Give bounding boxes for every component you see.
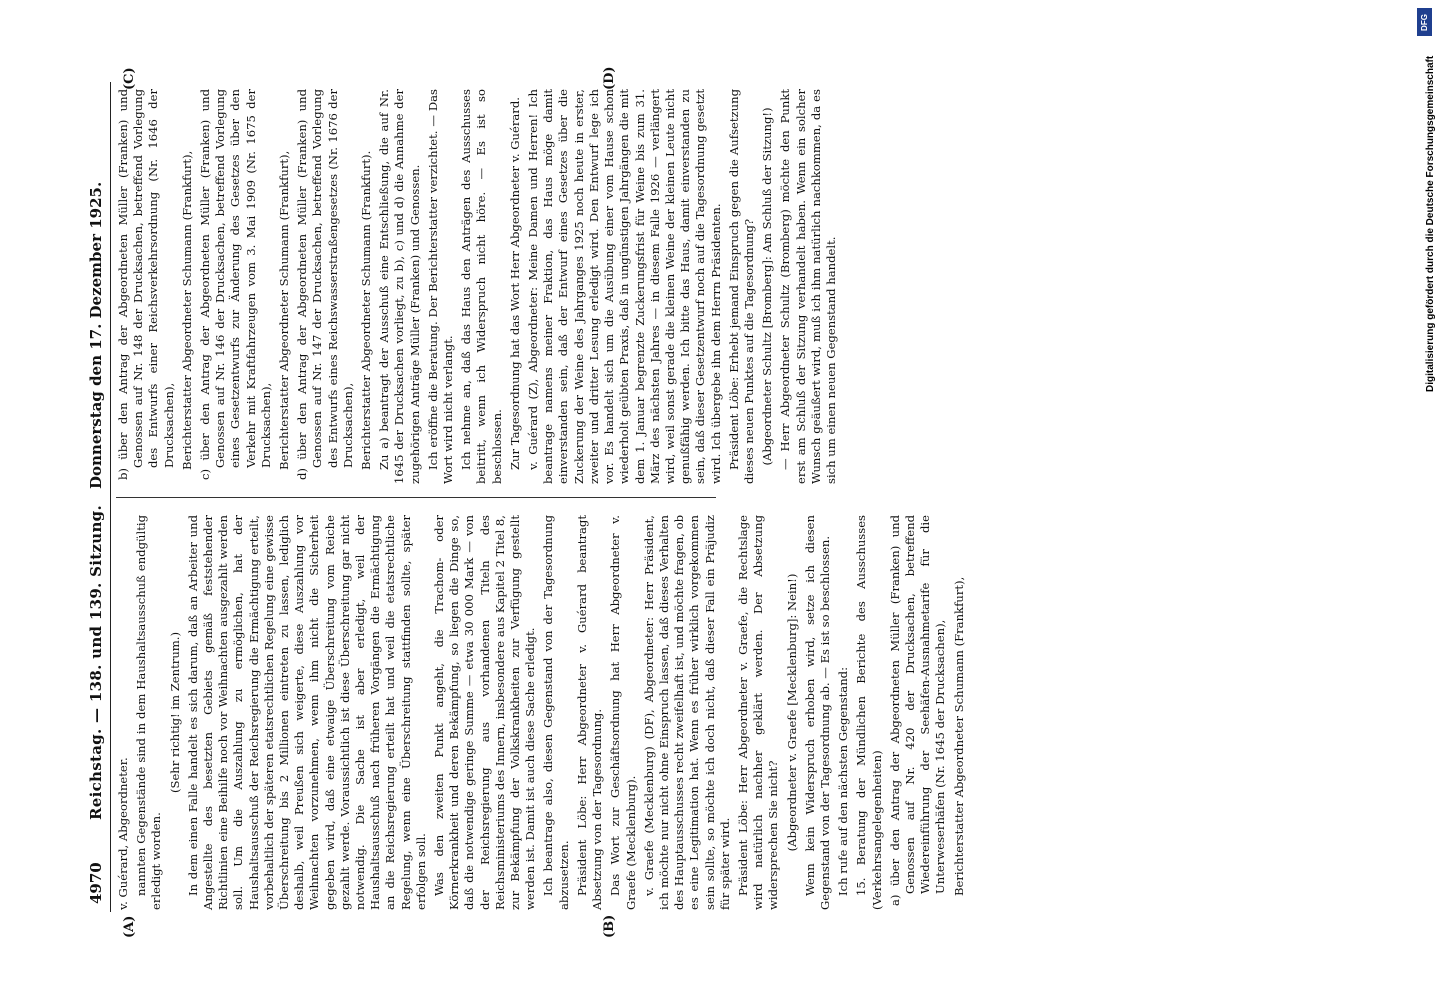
margin-letter-c: (C) <box>122 67 137 90</box>
column-divider <box>116 497 716 498</box>
right-column-paragraph: Zu a) beantragt der Ausschuß eine Entschließung, die auf Nr. 1645 der Drucksachen vorliegt, zu b), c) und d) die Annahme der zugehörigen Anträge Müller (Franken) und Genossen. <box>377 89 422 484</box>
left-column-paragraph: In dem einen Falle handelt es sich darum, daß an Arbeiter und Angestellte des besetzten Gebiets gemäß feststehender Richtlinien eine Beihilfe noch vor Weihnachten ausgezahlt werden soll. Um die Auszahlung zu ermöglichen, hat der Haushaltsausschuß der Reichsregierung die Ermächtigung erteilt, vorbehaltlich der späteren etatsrechtlichen Regelung eine gewisse Überschreitung bis 2 Millionen eintreten zu lassen, lediglich deshalb, weil Preußen sich weigerte, diese Auszahlung vor Weihnachten vorzunehmen, wenn ihm nicht die Sicherheit gegeben wird, daß eine etwaige Überschreitung vom Reiche gezahlt werde. Voraussichtlich ist diese Überschreitung gar nicht notwendig. Die Sache ist aber erledigt, weil der Haushaltsausschuß nach früheren Vorgängen die Ermächtigung an die Reichsregierung erteilt hat und weil die etatsrechtliche Regelung, wenn eine Überschreitung stattfinden sollte, später erfolgen soll. <box>185 515 428 910</box>
left-column-paragraph: 15. Beratung der Mündlichen Berichte des Ausschusses (Verkehrsangelegenheiten) <box>854 515 884 910</box>
right-column-paragraph: (Abgeordneter Schultz [Bromberg]: Am Schluß der Sitzung!) <box>760 107 775 466</box>
right-column-paragraph: — Herr Abgeordneter Schultz (Bromberg) möchte den Punkt erst am Schluß der Sitzung verhandelt haben. Wenn ein solcher Wunsch geäußert wird, muß ich ihm natürlich nachkommen, da es sich um einen neuen Gegenstand handelt. <box>778 89 838 484</box>
right-column-paragraph: Präsident Löbe: Erhebt jemand Einspruch gegen die Aufsetzung dieses neuen Punktes auf die Tagesordnung? <box>726 89 756 484</box>
margin-letter-a: (A) <box>122 915 137 938</box>
rotated-document-page <box>82 66 1322 938</box>
left-column-paragraph: v. Guérard, Abgeordneter. <box>116 757 130 910</box>
right-column-paragraph: d) über den Antrag der Abgeordneten Müller (Franken) und Genossen auf Nr. 147 der Drucksachen, betreffend Vorlegung des Entwurfs eines Reichswasserstraßengesetzes (Nr. 1676 der Drucksachen), <box>295 89 355 480</box>
left-column-paragraph: (Abgeordneter v. Graefe [Mecklenburg]: Nein!) <box>784 573 799 852</box>
right-column-paragraph: Zur Tagesordnung hat das Wort Herr Abgeordneter v. Guérard. <box>507 97 522 470</box>
header-right-half <box>87 82 105 497</box>
dfg-logo <box>1417 8 1432 36</box>
header-left-half <box>87 497 105 912</box>
right-column-paragraph: Ich eröffne die Beratung. Der Berichterstatter verzichtet. — Das Wort wird nicht verlangt. <box>425 89 456 484</box>
left-text-column <box>116 515 970 910</box>
right-column-paragraph: c) über den Antrag der Abgeordneten Müller (Franken) und Genossen auf Nr. 146 der Drucksachen, betreffend Vorlegung eines Gesetzentwurfs zur Änderung des Gesetzes über den Verkehr mit Kraftfahrzeugen vom 3. Mai 1909 (Nr. 1675 der Drucksachen), <box>198 89 273 480</box>
right-column-paragraph: Berichterstatter Abgeordneter Schumann (Frankfurt), <box>179 150 194 470</box>
right-column-paragraph: Berichterstatter Abgeordneter Schumann (Frankfurt). <box>359 150 374 470</box>
right-column-paragraph: Ich nehme an, daß das Haus den Anträgen des Ausschusses beitritt, wenn ich Widerspruch nicht höre. — Es ist so beschlossen. <box>459 89 504 484</box>
right-column-paragraph: v. Guérard (Z), Abgeordneter: Meine Damen und Herren! Ich beantrage namens meiner Fraktion, das Haus möge damit einverstanden sein, daß der Entwurf eines Gesetzes über die Zuckerung der Weine des Jahrganges 1925 noch heute in erster, zweiter und dritter Lesung erledigt wird. Den Entwurf lege ich vor. Es handelt sich um die Ausübung einer vom Hause schon wiederholt geübten Praxis, daß in ungünstigen Jahrgängen die mit dem 1. Januar begrenzte Zuckerungsfrist für Weine bis zum 31. März des nächsten Jahres — in diesem Falle 1926 — verlängert wird, weil sonst gerade die kleinen Weine der kleinen Leute nicht genußfähig werden. Ich bitte das Haus, damit einverstanden zu sein, daß dieser Gesetzentwurf noch auf die Tagesordnung gesetzt wird. Ich übergebe ihn dem Herrn Präsidenten. <box>526 89 723 484</box>
dfg-logo-text: DFG <box>1420 13 1430 31</box>
header-right-title: Donnerstag den 17. Dezember 1925. <box>87 181 105 489</box>
left-column-paragraph: Ich beantrage also, diesen Gegenstand von der Tagesordnung abzusetzen. <box>541 515 571 910</box>
header-left-title: Reichstag. — 138. und 139. Sitzung. <box>87 505 105 821</box>
margin-letter-b: (B) <box>602 914 617 938</box>
left-column-paragraph: (Sehr richtig! im Zentrum.) <box>167 632 182 794</box>
left-column-paragraph: v. Graefe (Mecklenburg) (DF), Abgeordneter: Herr Präsident, ich möchte nur nicht ohne Einspruch lassen, daß dieses Verhalten des Hauptausschusses recht zweifelhaft ist, und möchte fragen, ob es eine Legitimation hat. Wenn es früher wirklich vorgekommen sein sollte, so möchte ich doch nicht, daß dieser Fall ein Präjudiz für später wird. <box>641 515 732 910</box>
left-column-paragraph: Präsident Löbe: Herr Abgeordneter v. Graefe, die Rechtslage wird natürlich nachher geklärt werden. Der Absetzung widersprechen Sie nicht? <box>735 515 781 910</box>
left-column-paragraph: Berichterstatter Abgeordneter Schumann (Frankfurt), <box>951 576 966 896</box>
left-column-paragraph: Was den zweiten Punkt angeht, die Trachom- oder Körnerkrankheit und deren Bekämpfung, so liegen die Dinge so, daß die notwendige geringe Summe — etwa 30 000 Mark — von der Reichsregierung aus vorhandenen Titeln des Reichsministeriums des Innern, insbesondere aus Kapitel 2 Titel 8, zur Bekämpfung der Volkskrankheiten zur Verfügung gestellt werden ist. Damit ist auch diese Sache erledigt. <box>432 515 538 910</box>
page-header <box>82 82 111 912</box>
right-text-column <box>116 89 842 484</box>
left-column-paragraph: a) über den Antrag der Abgeordneten Müller (Franken) und Genossen auf Nr. 420 der Drucksachen, betreffend Wiedereinführung der Seehäfen-Ausnahmetarife für die Unterweserhäfen (Nr. 1645 der Drucksachen), <box>887 515 948 906</box>
right-column-paragraph: Berichterstatter Abgeordneter Schumann (Frankfurt), <box>277 150 292 470</box>
page-number: 4970 <box>87 862 105 904</box>
funding-note: Digitalisierung gefördert durch die Deutsche Forschungsgemeinschaft <box>1425 55 1436 392</box>
left-column-paragraph: Das Wort zur Geschäftsordnung hat Herr Abgeordneter v. Graefe (Mecklenburg). <box>608 515 638 910</box>
left-column-paragraph: Wenn kein Widerspruch erhoben wird, setze ich diesen Gegenstand von der Tagesordnung ab. — Es ist so beschlossen. <box>802 515 832 910</box>
left-column-paragraph: Präsident Löbe: Herr Abgeordneter v. Guérard beantragt Absetzung von der Tagesordnung. <box>574 515 605 910</box>
left-column-paragraph: nannten Gegenstände sind in dem Haushaltsausschuß endgültig erledigt worden. <box>134 515 164 910</box>
margin-letter-d: (D) <box>602 66 617 90</box>
left-column-paragraph: Ich rufe auf den nächsten Gegenstand: <box>836 666 851 896</box>
right-column-paragraph: b) über den Antrag der Abgeordneten Müller (Franken) und Genossen auf Nr. 148 der Drucksachen, betreffend Vorlegung des Entwurfs einer Reichsverkehrsordnung (Nr. 1646 der Drucksachen), <box>116 89 176 480</box>
